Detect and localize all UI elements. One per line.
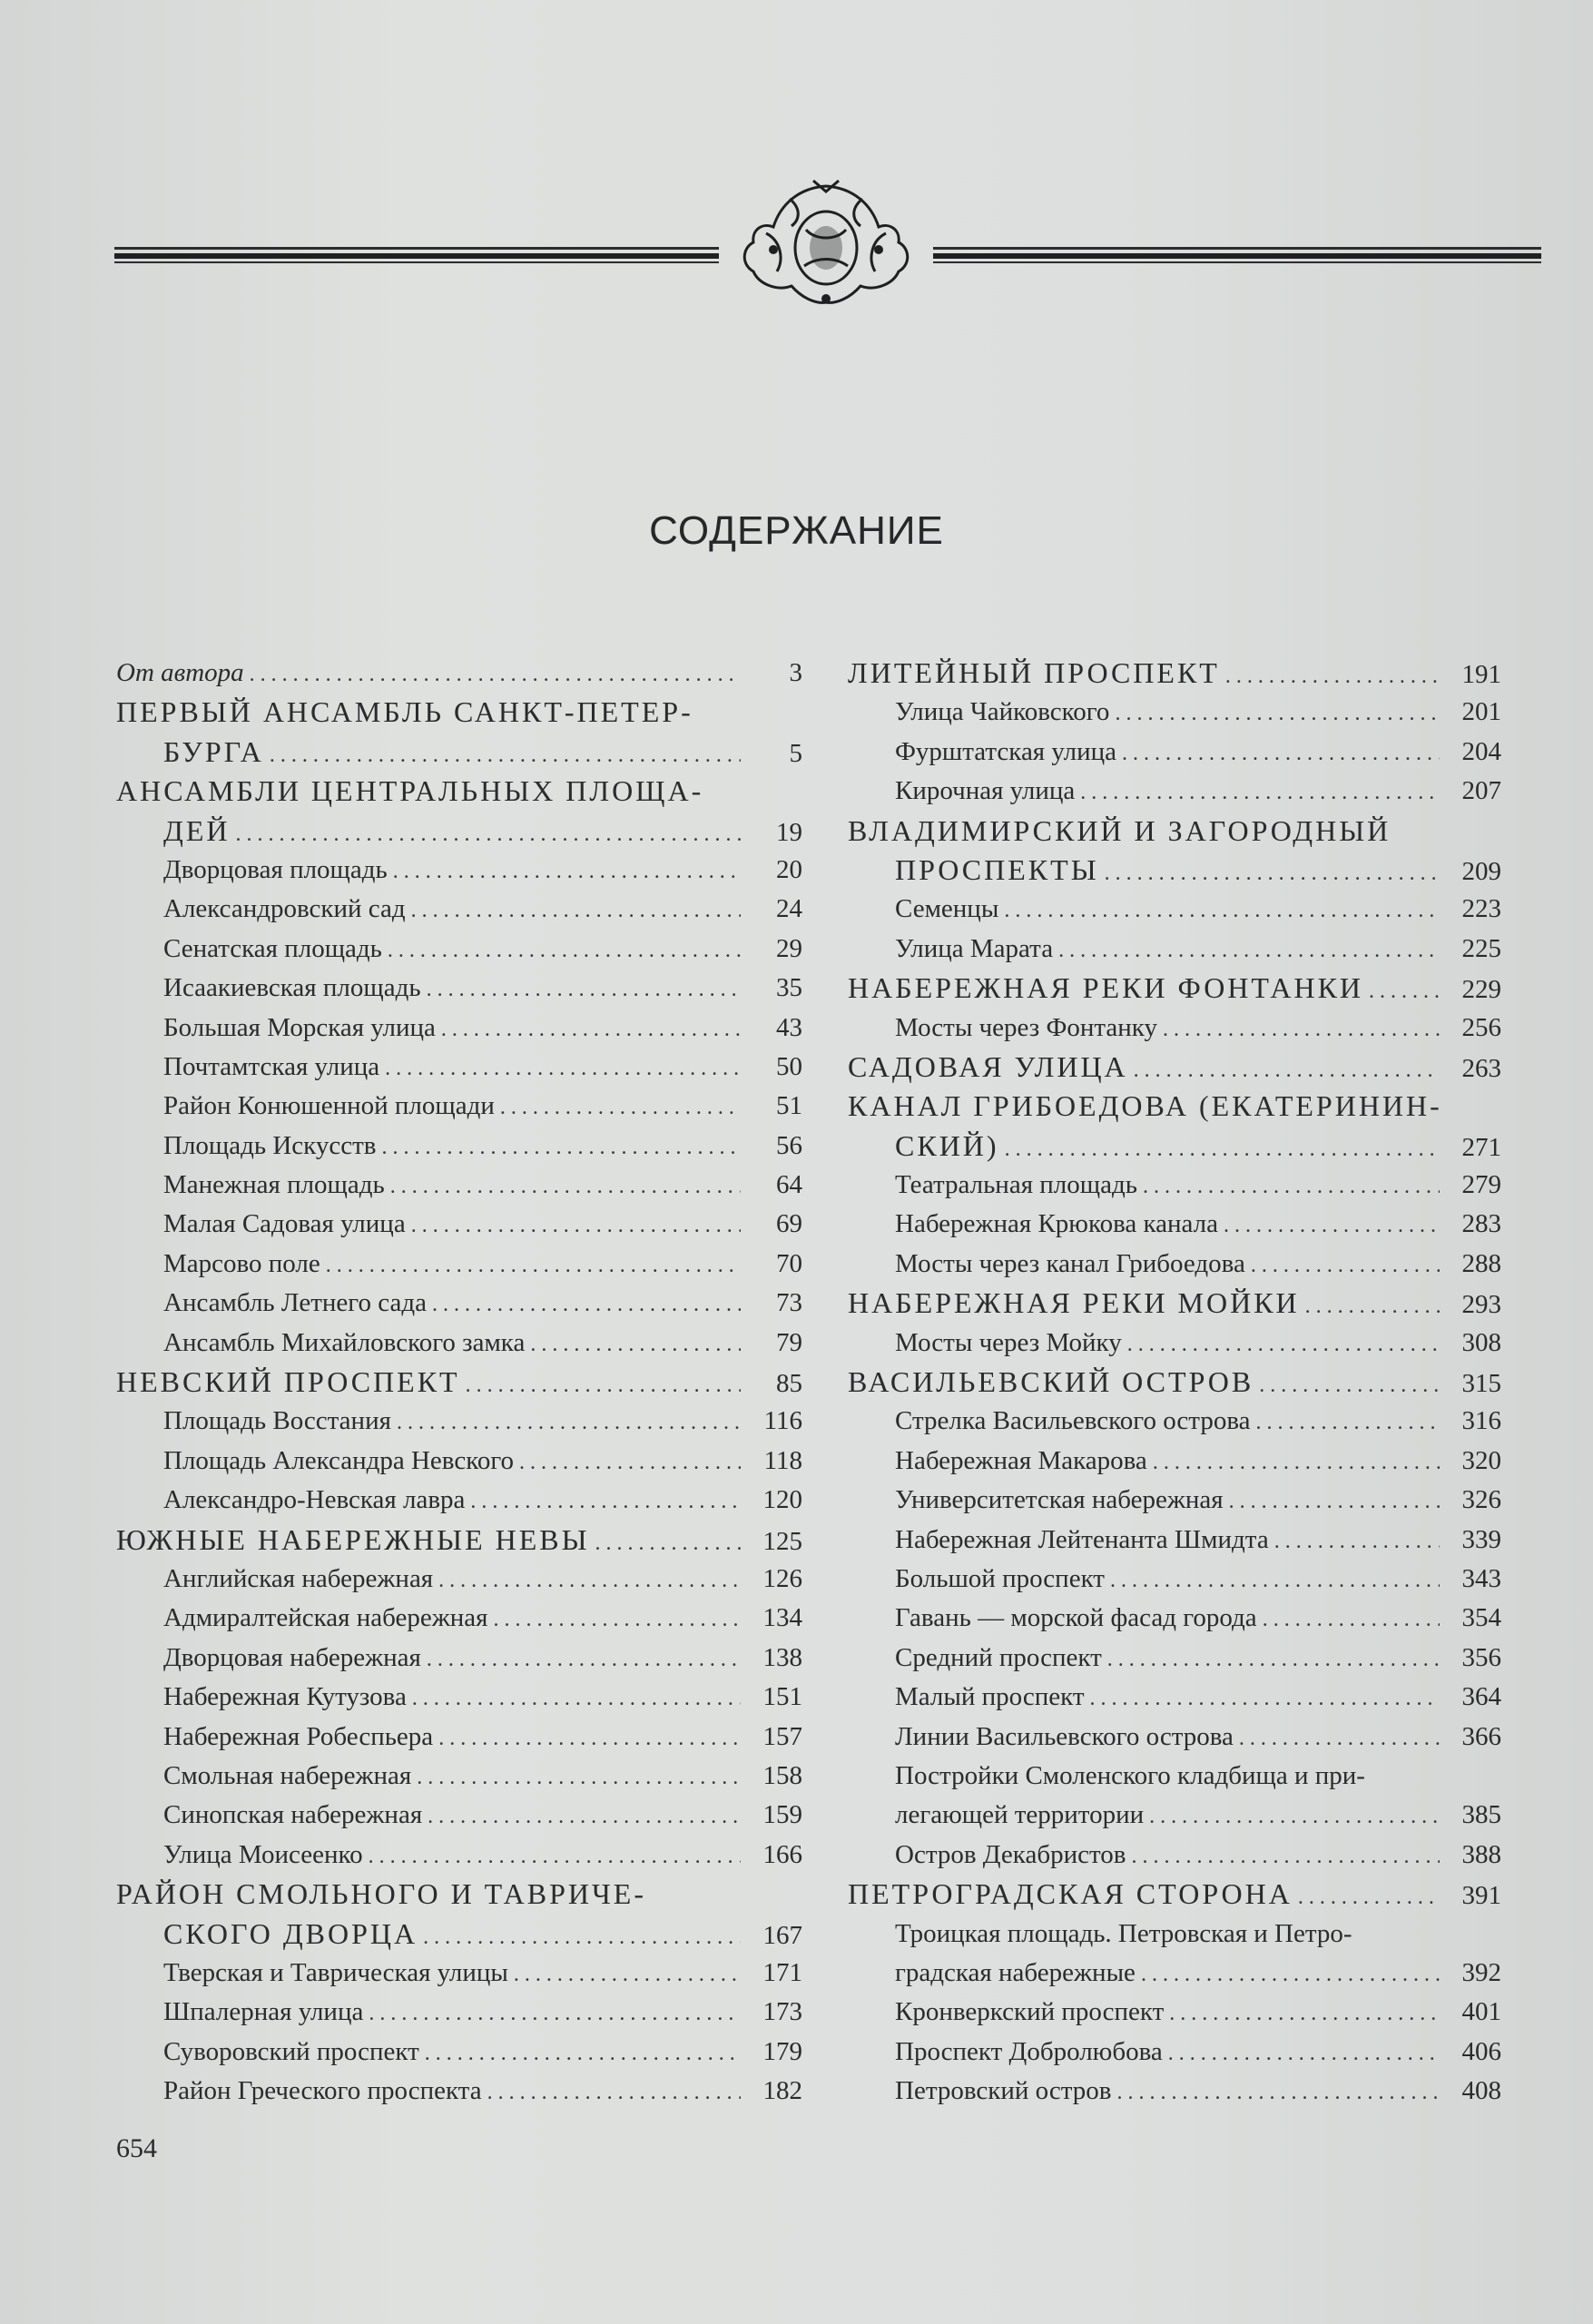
toc-entry: [848, 772, 1501, 811]
toc-entry-title: БУРГА: [163, 734, 264, 768]
toc-entry-page: 118: [763, 1445, 802, 1475]
toc-entry: [116, 1718, 802, 1757]
dot-leader: [1105, 854, 1440, 893]
toc-entry-page: 320: [1461, 1445, 1501, 1475]
ornament-cartouche-icon: [726, 177, 926, 311]
dot-leader: [369, 1837, 741, 1876]
dot-leader: [428, 1797, 741, 1837]
dot-leader: [1225, 657, 1440, 696]
toc-entry-page: 20: [776, 854, 802, 884]
toc-entry-page: 293: [1461, 1290, 1501, 1320]
toc-entry: [116, 772, 802, 811]
toc-entry-page: 159: [762, 1800, 802, 1830]
dot-leader: [270, 736, 741, 775]
dot-leader: [1239, 1719, 1440, 1758]
toc-entry-page: 283: [1461, 1209, 1501, 1239]
toc-entry-page: 85: [776, 1369, 802, 1399]
toc-entry: [848, 1796, 1501, 1835]
toc-entry-page: 19: [776, 817, 802, 847]
dot-leader: [470, 1482, 741, 1521]
toc-entry: [116, 1205, 802, 1244]
toc-entry-title: ЛИТЕЙНЫЙ ПРОСПЕКТ: [848, 656, 1220, 689]
toc-entry-title: Район Конюшенной площади: [163, 1091, 495, 1121]
toc-entry-title: ПЕРВЫЙ АНСАМБЛЬ САНКТ-ПЕТЕР-: [116, 695, 693, 729]
toc-entry-title: Шпалерная улица: [163, 1997, 364, 2027]
dot-leader: [1134, 1051, 1440, 1090]
toc-entry: [116, 1481, 802, 1520]
toc-entry-title: Смольная набережная: [163, 1760, 412, 1790]
toc-entry-page: 366: [1461, 1721, 1501, 1751]
toc-entry-page: 70: [776, 1248, 802, 1278]
toc-entry-page: 209: [1461, 856, 1501, 886]
toc-entry-page: 316: [1461, 1406, 1501, 1436]
toc-entry-page: 43: [776, 1012, 802, 1042]
toc-entry: [116, 1560, 802, 1599]
toc-entry: [848, 851, 1501, 890]
dot-leader: [1149, 1797, 1440, 1837]
toc-entry-title: Малый проспект: [895, 1682, 1085, 1712]
toc-entry: [848, 2072, 1501, 2111]
toc-entry-title: Ансамбль Летнего сада: [163, 1288, 427, 1318]
toc-entry-title: Дворцовая набережная: [163, 1642, 421, 1672]
toc-entry: [848, 1954, 1501, 1993]
toc-entry-title: От автора: [116, 658, 244, 687]
dot-leader: [412, 1679, 741, 1718]
dot-leader: [438, 1719, 741, 1758]
toc-entry-title: АНСАМБЛИ ЦЕНТРАЛЬНЫХ ПЛОЩА-: [116, 774, 704, 808]
toc-entry-title: Линии Васильевского острова: [895, 1721, 1234, 1751]
toc-entry: [848, 1639, 1501, 1678]
toc-entry-title: Сенатская площадь: [163, 933, 382, 963]
toc-entry-title: Адмиралтейская набережная: [163, 1603, 488, 1633]
toc-entry: [116, 1521, 802, 1560]
toc-entry: [848, 1678, 1501, 1717]
toc-entry-page: 263: [1461, 1053, 1501, 1083]
toc-entry-page: 388: [1461, 1839, 1501, 1869]
dot-leader: [438, 1561, 741, 1600]
toc-entry-title: СКИЙ): [895, 1128, 999, 1162]
toc-entry-title: Петровский остров: [895, 2076, 1112, 2106]
toc-entry: [848, 1048, 1501, 1087]
dot-leader: [388, 931, 741, 970]
toc-entry: [848, 1127, 1501, 1166]
toc-entry-page: 408: [1461, 2076, 1501, 2106]
dot-leader: [441, 1010, 741, 1049]
toc-entry: [116, 930, 802, 969]
toc-entry-page: 79: [776, 1327, 802, 1357]
dot-leader: [1263, 1600, 1440, 1640]
toc-entry: [848, 1875, 1501, 1914]
toc-entry: [116, 654, 802, 693]
toc-entry-title: Манежная площадь: [163, 1170, 385, 1200]
toc-entry-page: 191: [1461, 660, 1501, 689]
toc-entry-title: Университетская набережная: [895, 1485, 1224, 1515]
toc-entry-title: Набережная Робеспьера: [163, 1721, 434, 1751]
toc-entry-title: Площадь Александра Невского: [163, 1445, 514, 1475]
dot-leader: [1058, 931, 1440, 970]
toc-entry-title: Синопская набережная: [163, 1800, 423, 1830]
toc-entry-page: 5: [789, 738, 802, 768]
toc-entry: [116, 812, 802, 851]
dot-leader: [411, 1206, 741, 1246]
toc-entry: [116, 1639, 802, 1678]
toc-entry: [848, 1205, 1501, 1244]
toc-entry-page: 171: [762, 1957, 802, 1987]
toc-entry-page: 364: [1461, 1682, 1501, 1712]
toc-entry: [116, 1245, 802, 1284]
toc-entry-title: Мосты через канал Грибоедова: [895, 1248, 1245, 1278]
dot-leader: [1141, 1955, 1440, 1994]
dot-leader: [1005, 1130, 1440, 1169]
toc-entry-title: Почтамтская улица: [163, 1051, 380, 1081]
toc-entry-page: 326: [1461, 1485, 1501, 1515]
dot-leader: [1274, 1522, 1440, 1561]
dot-leader: [1224, 1206, 1440, 1246]
toc-entry-page: 73: [776, 1288, 802, 1318]
toc-entry: [848, 733, 1501, 772]
toc-entry: [848, 1363, 1501, 1402]
toc-entry-title: Александро-Невская лавра: [163, 1485, 466, 1515]
toc-entry: [848, 693, 1501, 732]
toc-entry: [848, 1599, 1501, 1638]
toc-entry: [116, 1836, 802, 1875]
toc-entry: [848, 1166, 1501, 1205]
toc-entry-page: 229: [1461, 975, 1501, 1005]
toc-entry-page: 391: [1461, 1881, 1501, 1911]
toc-entry-page: 354: [1461, 1603, 1501, 1633]
toc-entry-page: 126: [762, 1563, 802, 1593]
dot-leader: [1115, 694, 1440, 734]
toc-entry-page: 138: [762, 1642, 802, 1672]
toc-entry-page: 207: [1461, 776, 1501, 806]
toc-entry: [848, 1757, 1501, 1796]
toc-entry-title: НАБЕРЕЖНАЯ РЕКИ ФОНТАНКИ: [848, 971, 1364, 1005]
toc-entry: [848, 930, 1501, 969]
dot-leader: [494, 1600, 742, 1640]
toc-entry: [116, 1993, 802, 2032]
toc-entry: [116, 1442, 802, 1481]
toc-entry: [848, 1560, 1501, 1599]
toc-entry-title: Театральная площадь: [895, 1170, 1137, 1200]
toc-entry-page: 134: [762, 1603, 802, 1633]
toc-entry-title: ПРОСПЕКТЫ: [895, 852, 1099, 886]
toc-entry: [848, 1993, 1501, 2032]
toc-entry-page: 256: [1461, 1012, 1501, 1042]
toc-entry-title: Троицкая площадь. Петровская и Петро-: [895, 1918, 1352, 1948]
toc-entry: [848, 1718, 1501, 1757]
toc-entry-title: Улица Чайковского: [895, 697, 1110, 727]
dot-leader: [381, 1128, 741, 1167]
dot-leader: [1090, 1679, 1440, 1718]
toc-entry-page: 201: [1461, 697, 1501, 727]
toc-entry-title: Марсово поле: [163, 1248, 320, 1278]
toc-entry-title: Большой проспект: [895, 1563, 1105, 1593]
toc-entry-title: Семенцы: [895, 894, 999, 924]
toc-entry-title: Набережная Макарова: [895, 1445, 1147, 1475]
toc-entry: [116, 1166, 802, 1205]
dot-leader: [427, 970, 741, 1009]
toc-entry-page: 223: [1461, 894, 1501, 924]
toc-entry-page: 51: [776, 1091, 802, 1121]
dot-leader: [466, 1366, 741, 1405]
toc-entry: [116, 1875, 802, 1914]
toc-entry-title: ЮЖНЫЕ НАБЕРЕЖНЫЕ НЕВЫ: [116, 1522, 590, 1556]
toc-entry-title: Малая Садовая улица: [163, 1209, 406, 1239]
toc-entry-page: 225: [1461, 933, 1501, 963]
toc-entry-page: 50: [776, 1051, 802, 1081]
dot-leader: [423, 1918, 741, 1957]
dot-leader: [1163, 1010, 1440, 1049]
toc-entry-title: НАБЕРЕЖНАЯ РЕКИ МОЙКИ: [848, 1286, 1300, 1320]
toc-entry-title: Стрелка Васильевского острова: [895, 1406, 1251, 1436]
toc-entry-page: 151: [762, 1682, 802, 1712]
dot-leader: [326, 1246, 741, 1285]
toc-entry-page: 125: [762, 1526, 802, 1556]
toc-entry: [848, 1915, 1501, 1954]
toc-entry-title: Дворцовая площадь: [163, 854, 388, 884]
toc-entry: [116, 733, 802, 772]
toc-entry-title: ПЕТРОГРАДСКАЯ СТОРОНА: [848, 1877, 1293, 1911]
toc-entry-title: Александровский сад: [163, 894, 406, 924]
toc-entry-page: 279: [1461, 1170, 1501, 1200]
toc-entry: [848, 1481, 1501, 1520]
dot-leader: [427, 1640, 741, 1679]
dot-leader: [1153, 1443, 1440, 1482]
toc-entry-page: 271: [1461, 1132, 1501, 1162]
toc-entry-title: Площадь Восстания: [163, 1406, 391, 1436]
toc-entry-page: 182: [762, 2076, 802, 2106]
toc-entry: [116, 1757, 802, 1796]
toc-entry-page: 69: [776, 1209, 802, 1239]
toc-entry-title: Набережная Кутузова: [163, 1682, 407, 1712]
dot-leader: [1107, 1640, 1440, 1679]
toc-column-left: [116, 654, 802, 2111]
toc-entry-title: Остров Декабристов: [895, 1839, 1126, 1869]
toc-entry-page: 35: [776, 973, 802, 1003]
toc-entry: [848, 1245, 1501, 1284]
toc-entry: [116, 890, 802, 929]
toc-entry-title: Набережная Крюкова канала: [895, 1209, 1219, 1239]
toc-entry-title: Набережная Лейтенанта Шмидта: [895, 1524, 1269, 1554]
dot-leader: [369, 1994, 741, 2034]
dot-leader: [397, 1403, 741, 1443]
toc-entry: [116, 1796, 802, 1835]
dot-leader: [1168, 2034, 1440, 2073]
toc-entry: [116, 1127, 802, 1166]
dot-leader: [235, 815, 741, 854]
toc-entry-title: Тверская и Таврическая улицы: [163, 1957, 508, 1987]
toc-entry: [116, 1678, 802, 1717]
dot-leader: [417, 1758, 741, 1797]
dot-leader: [390, 1167, 741, 1206]
toc-entry-page: 3: [789, 658, 802, 687]
toc-entry-title: КАНАЛ ГРИБОЕДОВА (ЕКАТЕРИНИН-: [848, 1089, 1442, 1123]
toc-entry-page: 288: [1461, 1248, 1501, 1278]
toc-entry-title: Гавань — морской фасад города: [895, 1603, 1257, 1633]
toc-entry-page: 179: [762, 2036, 802, 2066]
toc-entry-page: 173: [762, 1997, 802, 2027]
toc-entry-title: САДОВАЯ УЛИЦА: [848, 1049, 1128, 1083]
dot-leader: [500, 1088, 741, 1128]
toc-entry: [116, 851, 802, 890]
toc-entry: [116, 1599, 802, 1638]
toc-entry-page: 406: [1461, 2036, 1501, 2066]
toc-entry: [848, 1284, 1501, 1323]
toc-entry-page: 158: [762, 1760, 802, 1790]
toc-entry-title: РАЙОН СМОЛЬНОГО И ТАВРИЧЕ-: [116, 1877, 646, 1911]
dot-leader: [1256, 1403, 1440, 1443]
toc-entry: [848, 1442, 1501, 1481]
dot-leader: [432, 1285, 741, 1324]
toc-entry-title: Район Греческого проспекта: [163, 2076, 482, 2106]
toc-entry: [848, 1087, 1501, 1126]
toc-entry-title: Английская набережная: [163, 1563, 434, 1593]
dot-leader: [1259, 1366, 1440, 1405]
toc-entry-page: 339: [1461, 1524, 1501, 1554]
toc-entry: [116, 1402, 802, 1441]
dot-leader: [1305, 1287, 1440, 1326]
toc-entry-title: Исаакиевская площадь: [163, 973, 421, 1003]
toc-entry-title: легающей территории: [895, 1800, 1145, 1830]
toc-entry-page: 392: [1461, 1957, 1501, 1987]
dot-leader: [1127, 1325, 1440, 1364]
toc-entry: [848, 1521, 1501, 1560]
toc-entry-title: Кронверкский проспект: [895, 1997, 1165, 2027]
toc-entry: [116, 1324, 802, 1363]
dot-leader: [1131, 1837, 1440, 1876]
dot-leader: [425, 2034, 741, 2073]
dot-leader: [1143, 1167, 1440, 1206]
toc-entry: [116, 1915, 802, 1954]
toc-entry: [116, 2033, 802, 2072]
dot-leader: [1229, 1482, 1440, 1521]
toc-entry-title: СКОГО ДВОРЦА: [163, 1916, 418, 1950]
toc-entry: [848, 1402, 1501, 1441]
toc-entry-title: Суворовский проспект: [163, 2036, 419, 2066]
dot-leader: [1004, 891, 1440, 931]
toc-entry-page: 29: [776, 933, 802, 963]
toc-entry-title: Постройки Смоленского кладбища и при-: [895, 1760, 1365, 1790]
toc-entry: [116, 1954, 802, 1993]
toc-entry-title: градская набережные: [895, 1957, 1136, 1987]
dot-leader: [1116, 2073, 1440, 2112]
toc-entry-page: 356: [1461, 1642, 1501, 1672]
toc-entry: [116, 969, 802, 1008]
toc-entry: [116, 2072, 802, 2111]
toc-entry-title: ВАСИЛЬЕВСКИЙ ОСТРОВ: [848, 1365, 1254, 1399]
toc-entry-title: Ансамбль Михайловского замка: [163, 1327, 526, 1357]
page-title: СОДЕРЖАНИЕ: [649, 508, 944, 553]
toc-entry-title: НЕВСКИЙ ПРОСПЕКТ: [116, 1365, 460, 1399]
toc-entry-page: 120: [762, 1485, 802, 1515]
toc-entry: [116, 1087, 802, 1126]
dot-leader: [250, 655, 741, 694]
toc-entry-page: 157: [762, 1721, 802, 1751]
toc-entry: [848, 969, 1501, 1008]
dot-leader: [1169, 1994, 1440, 2034]
toc-entry-page: 64: [776, 1170, 802, 1200]
toc-entry-title: Большая Морская улица: [163, 1012, 436, 1042]
toc-entry: [848, 2033, 1501, 2072]
toc-entry-page: 24: [776, 894, 802, 924]
toc-entry-page: 56: [776, 1130, 802, 1160]
toc-entry-title: ДЕЙ: [163, 813, 231, 847]
toc-entry: [848, 1324, 1501, 1363]
toc-column-right: [848, 654, 1501, 2111]
dot-leader: [385, 1049, 741, 1088]
dot-leader: [487, 2073, 741, 2112]
dot-leader: [519, 1443, 741, 1482]
toc-entry: [116, 1363, 802, 1402]
toc-entry: [848, 654, 1501, 693]
toc-entry-page: 308: [1461, 1327, 1501, 1357]
toc-entry: [848, 890, 1501, 929]
toc-entry-page: 166: [762, 1839, 802, 1869]
toc-entry-title: Проспект Добролюбова: [895, 2036, 1163, 2066]
dot-leader: [411, 891, 741, 931]
toc-entry: [116, 693, 802, 732]
toc-entry: [848, 812, 1501, 851]
toc-entry-page: 204: [1461, 736, 1501, 766]
dot-leader: [1369, 972, 1440, 1011]
dot-leader: [514, 1955, 741, 1994]
dot-leader: [1110, 1561, 1440, 1600]
toc-entry-title: Мосты через Фонтанку: [895, 1012, 1157, 1042]
toc-entry-page: 116: [763, 1406, 802, 1436]
toc-entry-title: Улица Марата: [895, 933, 1054, 963]
toc-entry-title: ВЛАДИМИРСКИЙ И ЗАГОРОДНЫЙ: [848, 813, 1391, 847]
toc-entry: [116, 1009, 802, 1048]
toc-entry: [116, 1048, 802, 1087]
toc-entry-title: Площадь Искусств: [163, 1130, 377, 1160]
header-rule-right: [933, 247, 1541, 263]
dot-leader: [1122, 734, 1440, 773]
dot-leader: [595, 1524, 741, 1563]
toc-entry-page: 315: [1461, 1369, 1501, 1399]
page-number: 654: [116, 2133, 157, 2163]
header-rule-left: [114, 247, 719, 263]
dot-leader: [1080, 773, 1440, 812]
dot-leader: [530, 1325, 741, 1364]
toc-entry: [116, 1284, 802, 1323]
toc-entry-title: Средний проспект: [895, 1642, 1102, 1672]
dot-leader: [1251, 1246, 1440, 1285]
dot-leader: [393, 852, 741, 891]
dot-leader: [1298, 1878, 1440, 1917]
toc-entry-title: Улица Моисеенко: [163, 1839, 363, 1869]
toc-entry-title: Фурштатская улица: [895, 736, 1117, 766]
toc-entry-page: 401: [1461, 1997, 1501, 2027]
toc-entry-title: Мосты через Мойку: [895, 1327, 1122, 1357]
toc-entry: [848, 1836, 1501, 1875]
toc-entry-title: Кирочная улица: [895, 776, 1076, 806]
toc-entry-page: 343: [1461, 1563, 1501, 1593]
toc-entry-page: 167: [762, 1920, 802, 1950]
toc-entry: [848, 1009, 1501, 1048]
toc-entry-page: 385: [1461, 1800, 1501, 1830]
